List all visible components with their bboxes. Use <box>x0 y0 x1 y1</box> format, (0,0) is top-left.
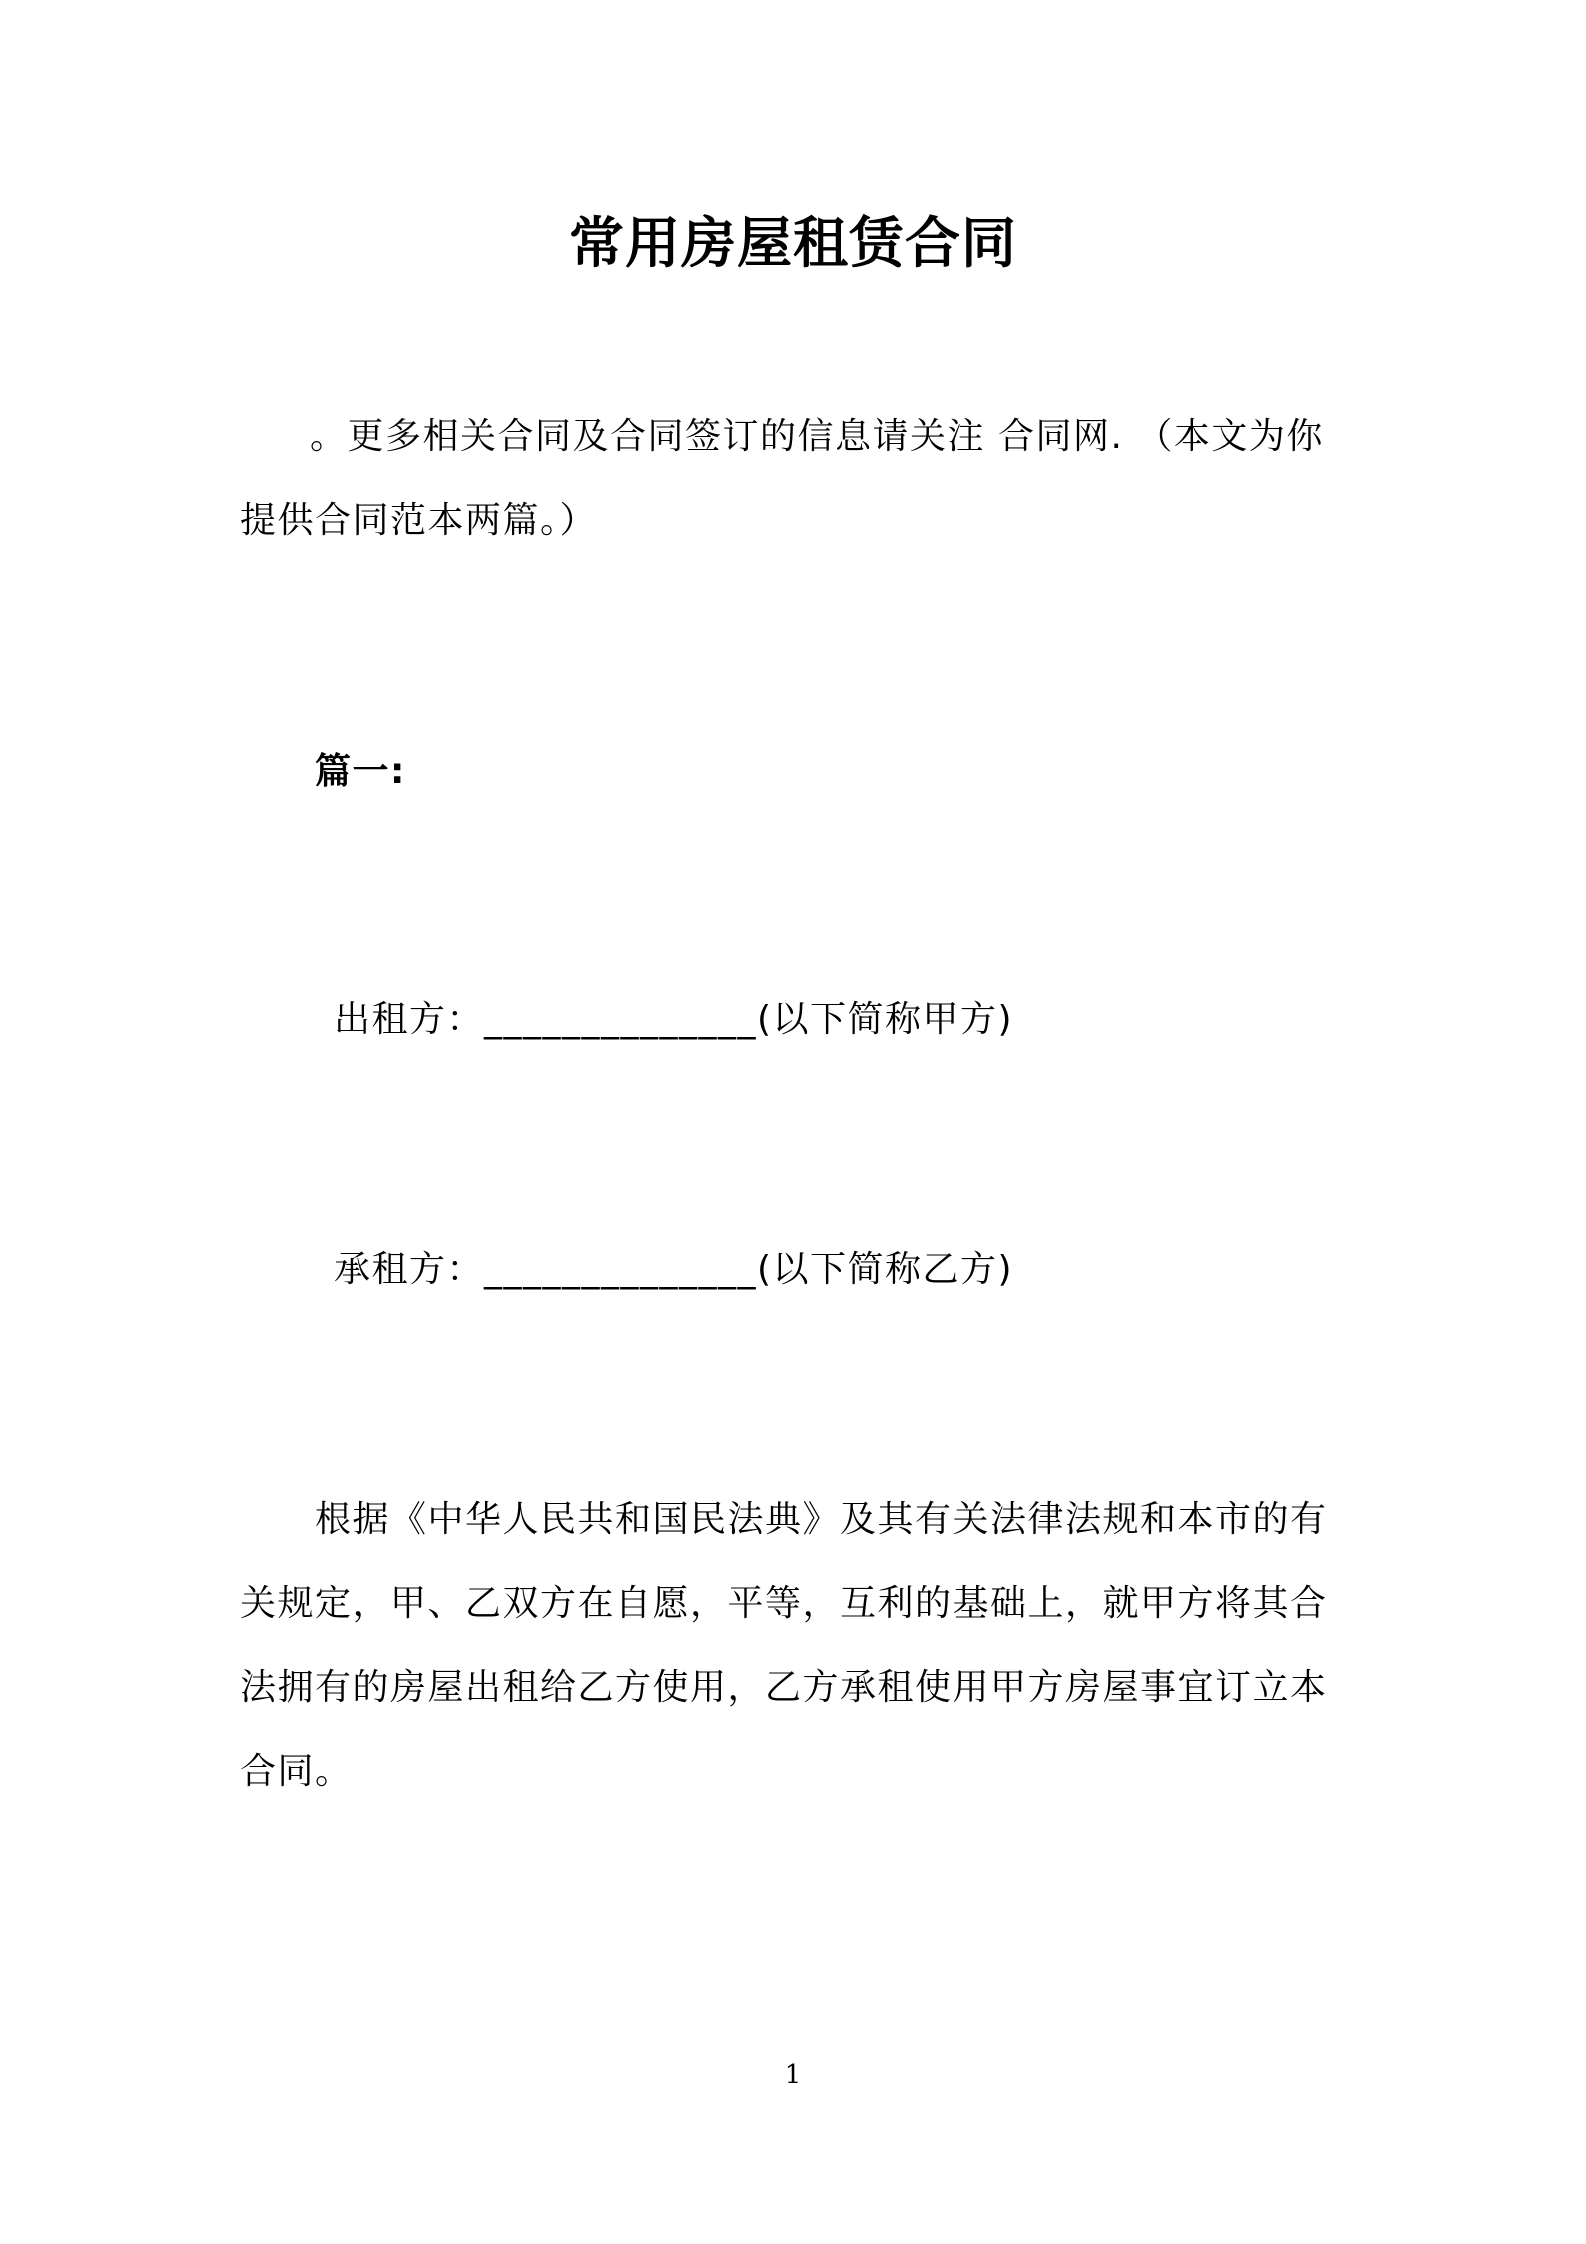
intro-paragraph: 。更多相关合同及合同签订的信息请关注 合同网. （本文为你提供合同范本两篇。） <box>240 416 1324 541</box>
document-title: 常用房屋租赁合同 <box>568 211 1017 275</box>
basis-paragraph: 根据《中华人民共和国民法典》及其有关法律法规和本市的有关规定，甲、乙双方在自愿，平等，互利的基础上，就甲方将其合法拥有的房屋出租给乙方使用，乙方承租使用甲方房屋事宜订立本合同。 <box>240 1499 1328 1792</box>
section-heading: 篇一: <box>315 751 406 792</box>
lessor-line: 出租方：______________(以下简称甲方) <box>334 999 1014 1040</box>
page-number: 1 <box>784 2060 802 2090</box>
lessee-line: 承租方：______________(以下简称乙方) <box>334 1249 1014 1290</box>
